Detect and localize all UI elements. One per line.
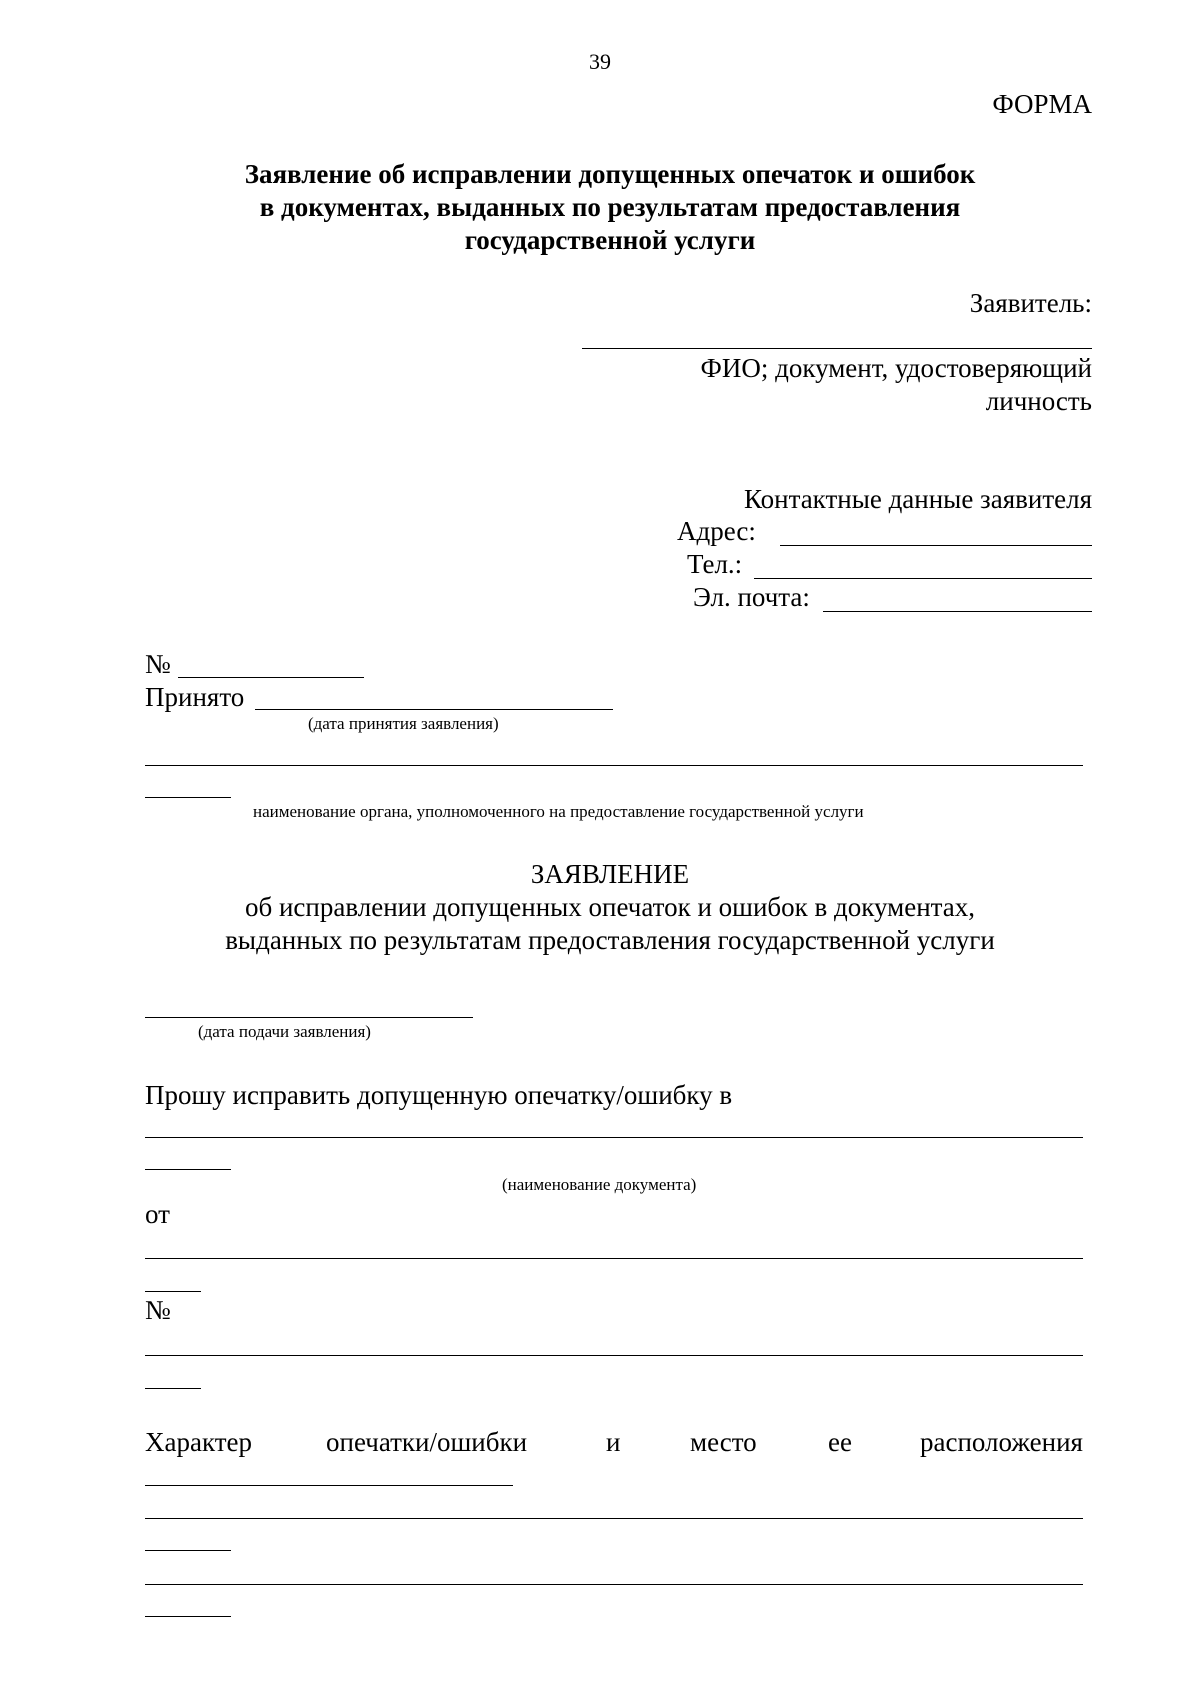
document-number-field-continuation[interactable] — [145, 1388, 201, 1389]
document-number-label: № — [145, 1295, 171, 1325]
email-label: Эл. почта: — [693, 582, 810, 612]
character-word-6: расположения — [920, 1427, 1083, 1457]
character-word-1: Характер — [145, 1427, 253, 1457]
from-date-field[interactable] — [145, 1258, 1083, 1259]
heading-line-2: в документах, выданных по результатам предоставления — [259, 192, 961, 222]
submission-date-caption: (дата подачи заявления) — [198, 1022, 371, 1041]
applicant-label: Заявитель: — [969, 288, 1092, 318]
character-field-line-3[interactable] — [145, 1550, 231, 1551]
request-text: Прошу исправить допущенную опечатку/ошибку в — [145, 1080, 733, 1110]
character-word-2: опечатки/ошибки — [326, 1427, 528, 1457]
character-field-line-5[interactable] — [145, 1616, 231, 1617]
organ-name-caption: наименование органа, уполномоченного на предоставление государственной услуги — [253, 802, 864, 821]
organ-name-field[interactable] — [145, 765, 1083, 766]
accepted-date-caption: (дата принятия заявления) — [308, 714, 499, 733]
address-label: Адрес: — [677, 516, 756, 546]
page-number: 39 — [589, 49, 611, 74]
statement-title: ЗАЯВЛЕНИЕ — [530, 859, 690, 889]
heading-line-1: Заявление об исправлении допущенных опечаток и ошибок — [244, 159, 976, 189]
from-label: от — [145, 1199, 170, 1229]
heading-line-3: государственной услуги — [464, 225, 756, 255]
character-word-3: и — [606, 1427, 621, 1457]
applicant-caption-line-2: личность — [985, 386, 1092, 416]
organ-name-field-continuation[interactable] — [145, 797, 231, 798]
document-name-caption: (наименование документа) — [502, 1175, 697, 1194]
applicant-name-field[interactable] — [582, 348, 1092, 349]
character-field-line-1[interactable] — [145, 1485, 513, 1486]
form-label: ФОРМА — [992, 89, 1092, 119]
phone-field[interactable] — [754, 578, 1092, 579]
submission-date-field[interactable] — [145, 1017, 473, 1018]
document-name-field-continuation[interactable] — [145, 1169, 231, 1170]
document-name-field[interactable] — [145, 1137, 1083, 1138]
statement-line-1: об исправлении допущенных опечаток и ошибок в документах, — [244, 892, 976, 922]
phone-label: Тел.: — [687, 549, 743, 579]
accepted-label: Принято — [145, 682, 245, 712]
registration-number-label: № — [145, 649, 171, 679]
address-field[interactable] — [780, 545, 1092, 546]
accepted-date-field[interactable] — [255, 709, 613, 710]
email-field[interactable] — [823, 611, 1092, 612]
statement-line-2: выданных по результатам предоставления государственной услуги — [225, 925, 995, 955]
character-field-line-4[interactable] — [145, 1584, 1083, 1585]
from-date-field-continuation[interactable] — [145, 1291, 201, 1292]
contacts-title: Контактные данные заявителя — [743, 484, 1092, 514]
character-word-5: ее — [828, 1427, 852, 1457]
character-word-4: место — [690, 1427, 757, 1457]
character-field-line-2[interactable] — [145, 1518, 1083, 1519]
registration-number-field[interactable] — [178, 677, 364, 678]
applicant-caption-line-1: ФИО; документ, удостоверяющий — [700, 353, 1092, 383]
document-number-field[interactable] — [145, 1355, 1083, 1356]
